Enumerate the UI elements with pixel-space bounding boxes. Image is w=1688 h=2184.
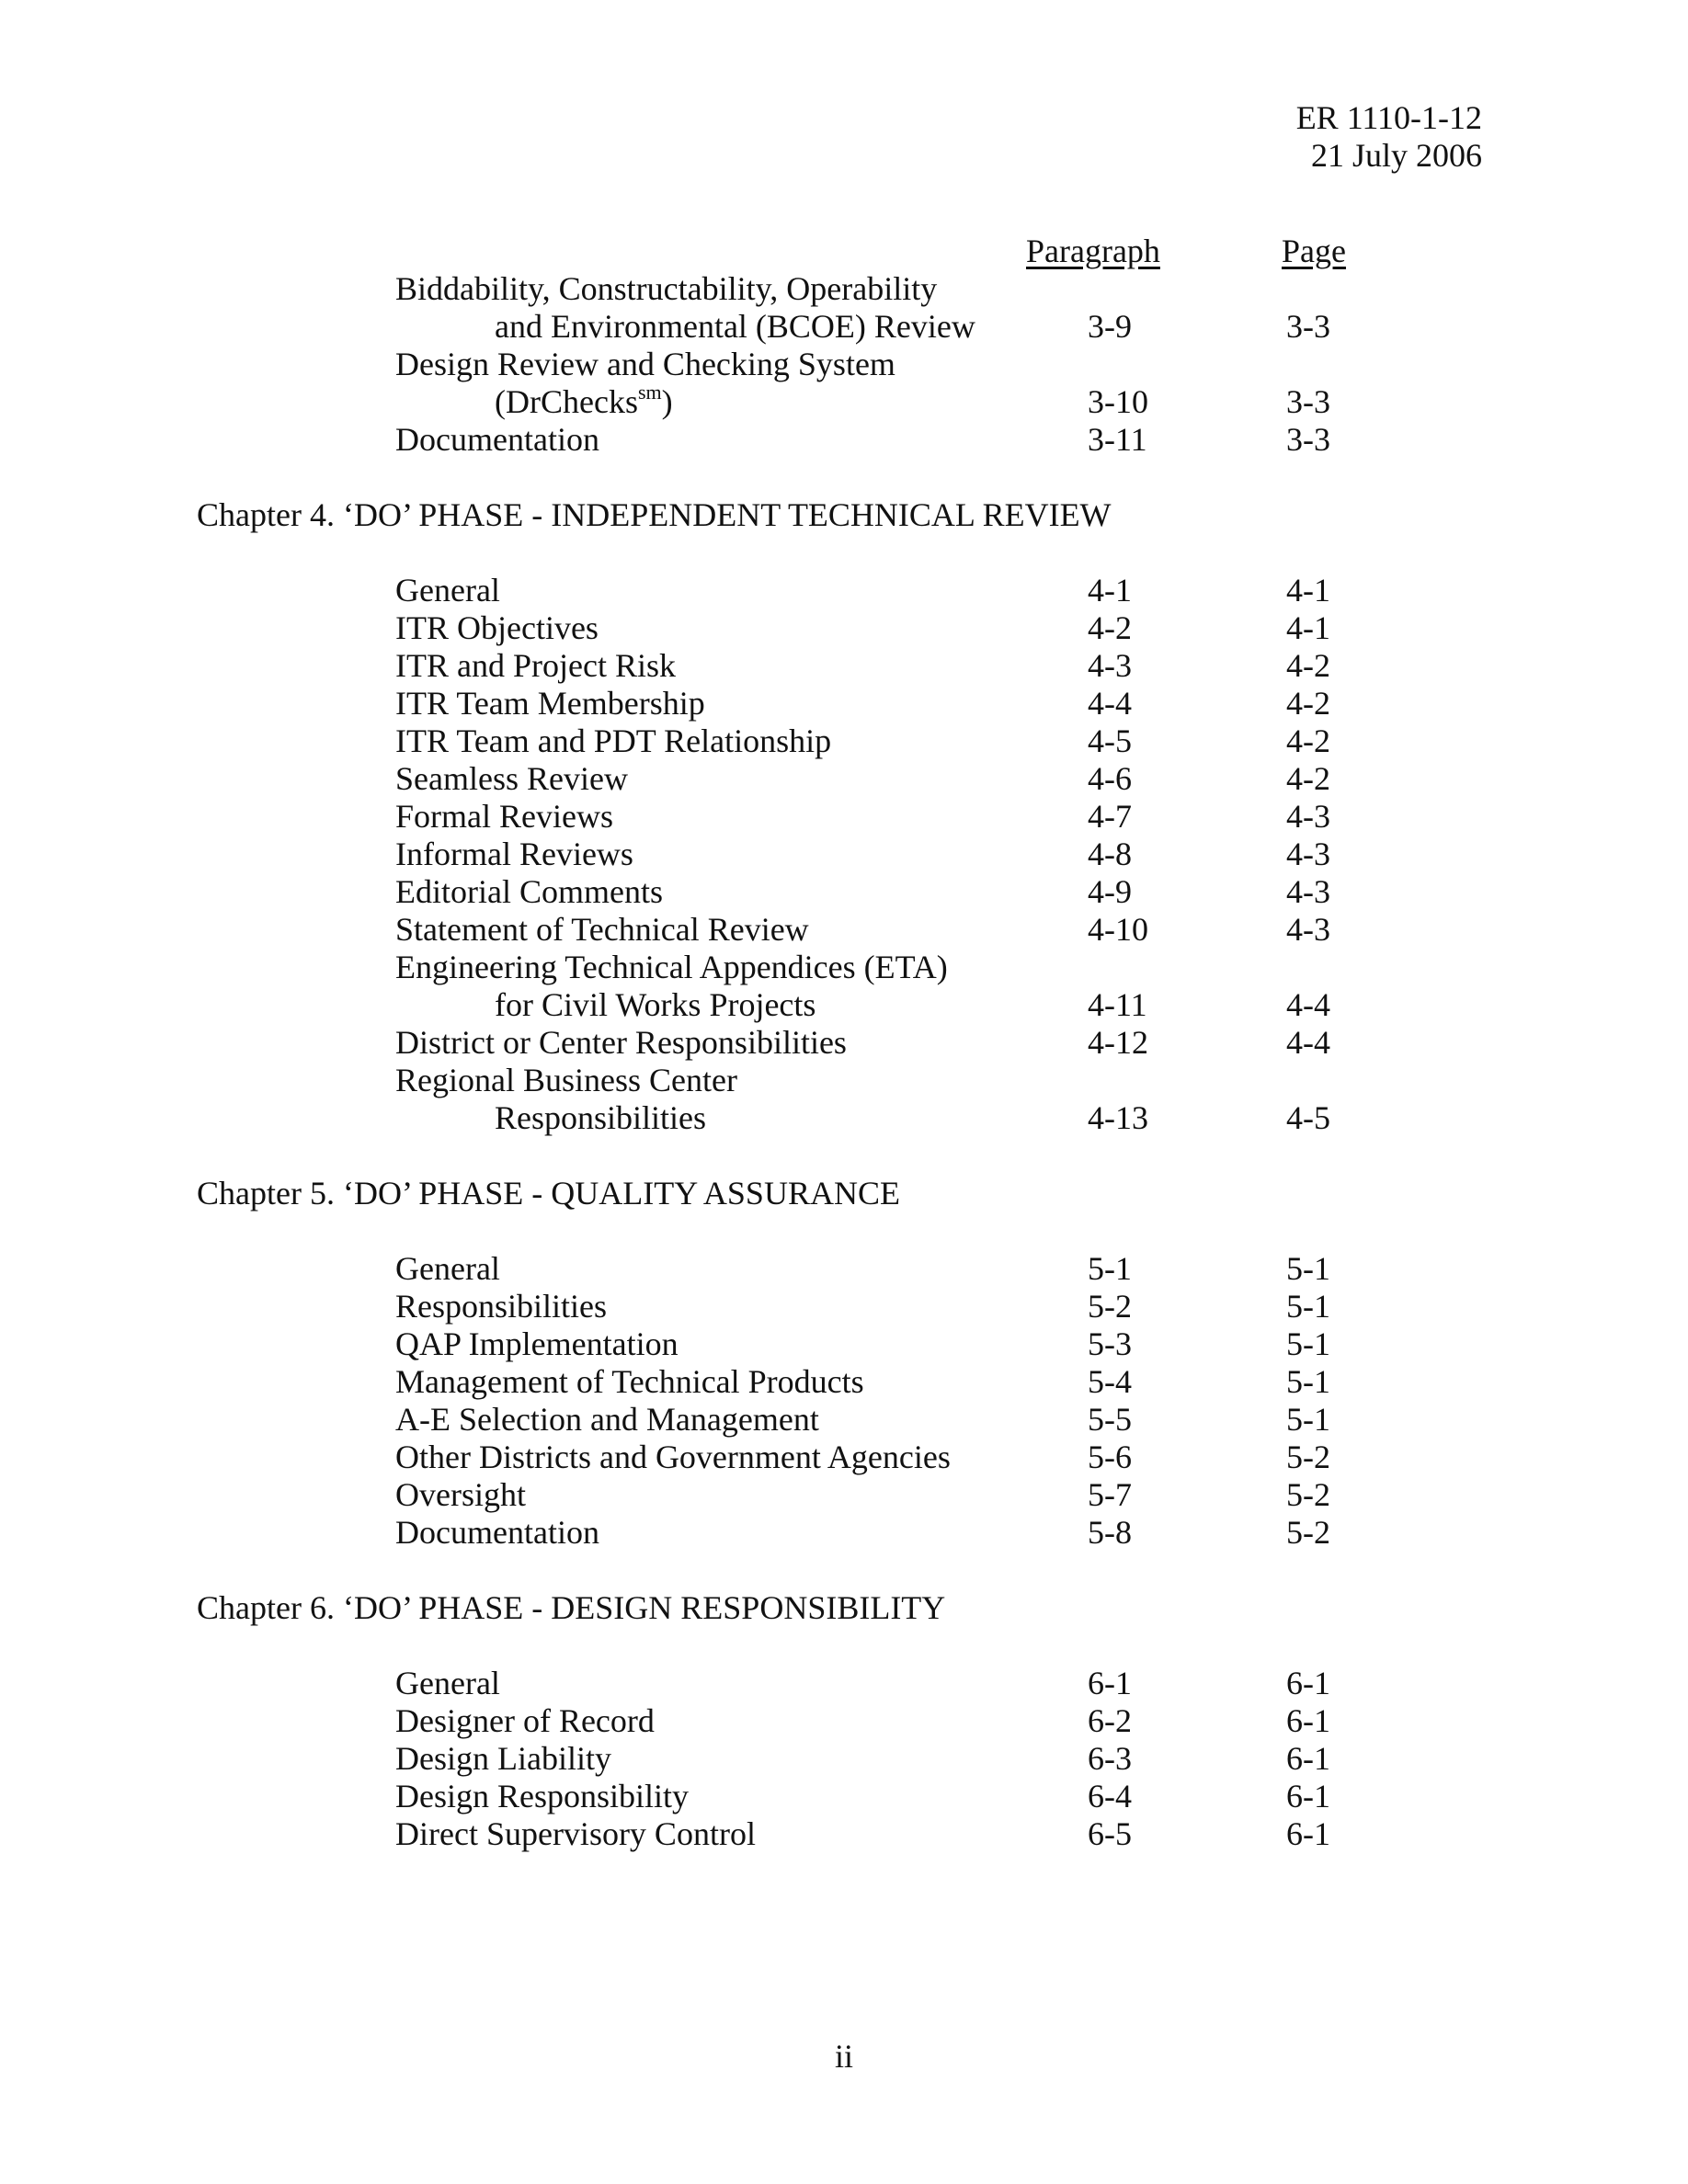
document-number: ER 1110-1-12 [1295, 99, 1482, 136]
toc-entry-paragraph: 5-2 [1088, 1288, 1132, 1325]
toc-entry [0, 1325, 1688, 1363]
toc-entry-title: Documentation [395, 1514, 599, 1551]
toc-entry-title-continued [495, 383, 673, 421]
toc-entry-title: Designer of Record [395, 1702, 655, 1739]
toc-entry-page: 4-2 [1286, 647, 1330, 684]
toc-entry-paragraph: 6-2 [1088, 1702, 1132, 1739]
toc-entry-paragraph: 6-5 [1088, 1815, 1132, 1852]
toc-entry-paragraph: 5-3 [1088, 1325, 1132, 1362]
toc-entry-paragraph: 4-5 [1088, 722, 1132, 759]
toc-entry-title: ITR and Project Risk [395, 647, 676, 684]
toc-entry [0, 647, 1688, 685]
toc-entry-page: 4-3 [1286, 836, 1330, 872]
toc-entry [0, 1740, 1688, 1778]
service-mark-superscript: sm [637, 381, 662, 404]
toc-entry-page: 4-2 [1286, 685, 1330, 722]
toc-entry-title: Management of Technical Products [395, 1363, 864, 1400]
toc-entry [0, 911, 1688, 949]
toc-entry-title: QAP Implementation [395, 1325, 679, 1362]
toc-entry-title: Engineering Technical Appendices (ETA) [395, 949, 948, 985]
toc-entry-page: 4-1 [1286, 572, 1330, 609]
toc-entry-page: 6-1 [1286, 1778, 1330, 1814]
toc-entry-paragraph: 5-6 [1088, 1439, 1132, 1475]
toc-entry-page: 5-2 [1286, 1514, 1330, 1551]
toc-entry [0, 873, 1688, 911]
toc-entry [0, 1062, 1688, 1137]
toc-entry-page: 5-1 [1286, 1288, 1330, 1325]
toc-entry-page: 4-3 [1286, 798, 1330, 835]
toc-entry-paragraph: 4-2 [1088, 609, 1132, 646]
toc-entry-title: ITR Team Membership [395, 685, 705, 722]
toc-entry-page: 3-3 [1286, 308, 1330, 345]
toc-entry-page: 5-2 [1286, 1476, 1330, 1513]
toc-entry-title: A-E Selection and Management [395, 1401, 819, 1438]
toc-entry-title: Formal Reviews [395, 798, 613, 835]
toc-entry-paragraph: 5-7 [1088, 1476, 1132, 1513]
toc-entry-title: Biddability, Constructability, Operability [395, 270, 938, 307]
toc-entry-paragraph: 3-9 [1088, 308, 1132, 345]
toc-entry-paragraph: 4-6 [1088, 760, 1132, 797]
toc-entry-paragraph: 4-4 [1088, 685, 1132, 722]
toc-entry-page: 4-3 [1286, 873, 1330, 910]
toc-entry-page: 5-2 [1286, 1439, 1330, 1475]
toc-entry [0, 1363, 1688, 1401]
toc-entry-page: 4-5 [1286, 1099, 1330, 1136]
toc-entry [0, 1702, 1688, 1740]
chapter-heading: Chapter 5. ‘DO’ PHASE - QUALITY ASSURANCE [197, 1175, 900, 1211]
toc-entry-paragraph: 5-4 [1088, 1363, 1132, 1400]
toc-entry-paragraph: 3-11 [1088, 421, 1147, 458]
toc-entry-title: General [395, 1250, 500, 1287]
toc-entry-paragraph: 6-3 [1088, 1740, 1132, 1777]
toc-entry [0, 1665, 1688, 1702]
toc-entry-title: Documentation [395, 421, 599, 458]
toc-entry [0, 609, 1688, 647]
toc-entry-title: Editorial Comments [395, 873, 663, 910]
page-column-heading: Page [1282, 233, 1346, 269]
toc-entry [0, 1024, 1688, 1062]
toc-entry-page: 6-1 [1286, 1740, 1330, 1777]
toc-entry-title: ITR Objectives [395, 609, 599, 646]
toc-entry-paragraph: 6-4 [1088, 1778, 1132, 1814]
toc-entry-page: 6-1 [1286, 1702, 1330, 1739]
toc-entry-paragraph: 4-13 [1088, 1099, 1148, 1136]
toc-entry-title: General [395, 1665, 500, 1701]
toc-entry-title-continued: for Civil Works Projects [495, 986, 816, 1023]
toc-entry-page: 5-1 [1286, 1363, 1330, 1400]
toc-entry-page: 4-1 [1286, 609, 1330, 646]
toc-entry-paragraph: 5-1 [1088, 1250, 1132, 1287]
toc-entry-page: 3-3 [1286, 421, 1330, 458]
toc-entry-title: Responsibilities [395, 1288, 608, 1325]
toc-entry-paragraph: 6-1 [1088, 1665, 1132, 1701]
chapter-heading: Chapter 4. ‘DO’ PHASE - INDEPENDENT TECHNICAL REVIEW [197, 496, 1112, 533]
toc-entry-page: 4-3 [1286, 911, 1330, 948]
toc-entry [0, 1476, 1688, 1514]
toc-entry-title: Design Review and Checking System [395, 346, 895, 382]
toc-entry [0, 1401, 1688, 1439]
toc-entry-page: 4-2 [1286, 722, 1330, 759]
toc-entry-page: 5-1 [1286, 1250, 1330, 1287]
toc-entry-title: Other Districts and Government Agencies [395, 1439, 951, 1475]
toc-entry [0, 1778, 1688, 1815]
toc-entry-title: District or Center Responsibilities [395, 1024, 847, 1061]
drchecks-label: (DrChecks [495, 383, 638, 420]
toc-entry-page: 5-1 [1286, 1325, 1330, 1362]
toc-entry [0, 1815, 1688, 1853]
toc-entry-page: 3-3 [1286, 383, 1330, 420]
toc-entry [0, 798, 1688, 836]
toc-entry [0, 346, 1688, 421]
toc-entry [0, 1514, 1688, 1552]
toc-entry-page: 6-1 [1286, 1815, 1330, 1852]
toc-entry-paragraph: 5-5 [1088, 1401, 1132, 1438]
toc-entry [0, 949, 1688, 1024]
toc-entry-paragraph: 4-11 [1088, 986, 1147, 1023]
toc-entry-title-continued: and Environmental (BCOE) Review [495, 308, 975, 345]
paragraph-column-heading: Paragraph [1026, 233, 1160, 269]
toc-entry-paragraph: 5-8 [1088, 1514, 1132, 1551]
toc-entry-page: 5-1 [1286, 1401, 1330, 1438]
toc-entry-paragraph: 4-8 [1088, 836, 1132, 872]
toc-entry-page: 6-1 [1286, 1665, 1330, 1701]
toc-entry-page: 4-2 [1286, 760, 1330, 797]
toc-entry-title: Direct Supervisory Control [395, 1815, 756, 1852]
toc-entry-title-continued: Responsibilities [495, 1099, 707, 1136]
toc-entry-title: General [395, 572, 500, 609]
toc-entry-title: Design Liability [395, 1740, 611, 1777]
toc-entry [0, 722, 1688, 760]
toc-entry-page: 4-4 [1286, 986, 1330, 1023]
toc-entry-title: ITR Team and PDT Relationship [395, 722, 832, 759]
toc-entry [0, 760, 1688, 798]
document-date: 21 July 2006 [1310, 137, 1482, 174]
toc-entry [0, 1439, 1688, 1476]
toc-entry-paragraph: 4-10 [1088, 911, 1148, 948]
toc-entry-paragraph: 4-12 [1088, 1024, 1148, 1061]
toc-entry [0, 421, 1688, 459]
toc-entry-paragraph: 4-9 [1088, 873, 1132, 910]
toc-entry-title: Design Responsibility [395, 1778, 690, 1814]
toc-entry-page: 4-4 [1286, 1024, 1330, 1061]
toc-entry [0, 836, 1688, 873]
toc-entry-paragraph: 3-10 [1088, 383, 1148, 420]
toc-entry-paragraph: 4-7 [1088, 798, 1132, 835]
toc-entry-paragraph: 4-1 [1088, 572, 1132, 609]
toc-entry [0, 685, 1688, 722]
toc-entry-title: Regional Business Center [395, 1062, 737, 1098]
toc-entry [0, 270, 1688, 346]
toc-entry [0, 572, 1688, 609]
toc-entry-title: Informal Reviews [395, 836, 633, 872]
toc-entry-title: Statement of Technical Review [395, 911, 809, 948]
chapter-heading: Chapter 6. ‘DO’ PHASE - DESIGN RESPONSIBILITY [197, 1589, 946, 1626]
toc-entry-title: Oversight [395, 1476, 526, 1513]
toc-entry [0, 1288, 1688, 1325]
closing-parenthesis: ) [661, 383, 673, 420]
page-number: ii [834, 2038, 853, 2075]
toc-entry [0, 1250, 1688, 1288]
toc-entry-paragraph: 4-3 [1088, 647, 1132, 684]
toc-entry-title: Seamless Review [395, 760, 628, 797]
